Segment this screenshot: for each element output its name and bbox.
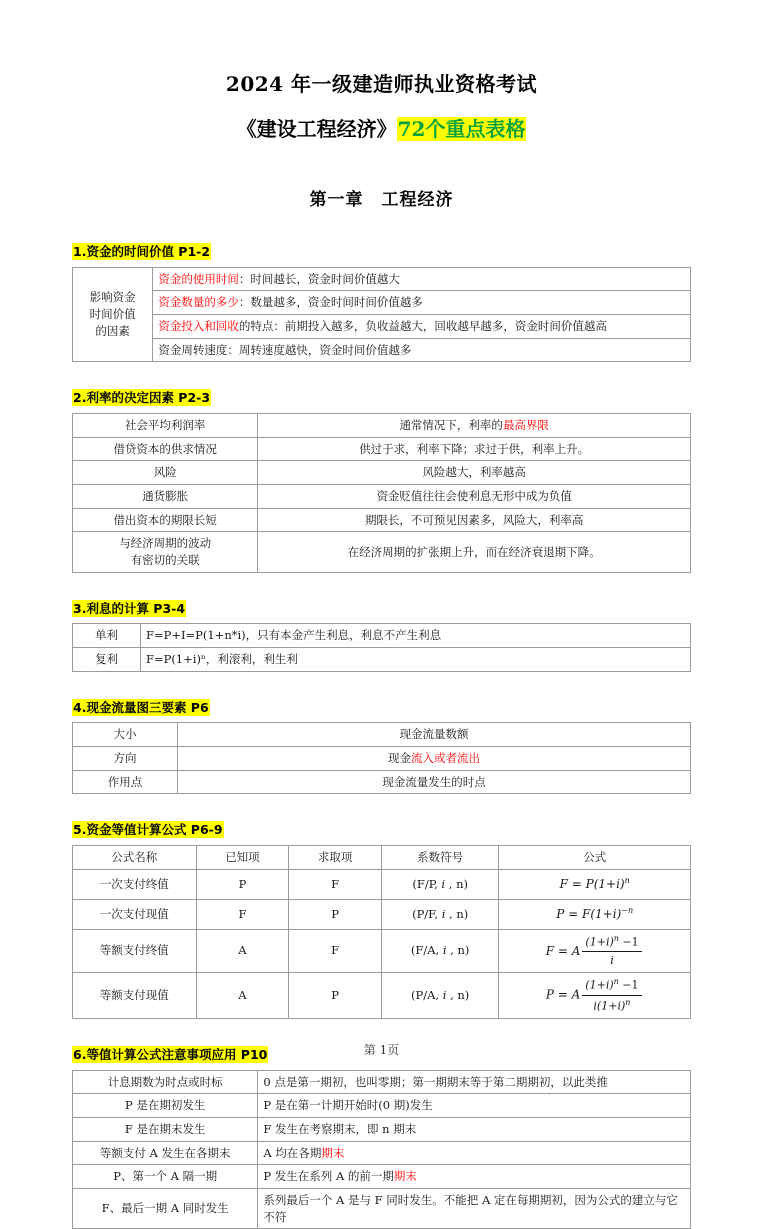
- table-cell: 一次支付终值: [73, 869, 197, 899]
- table-cell: 计息期数为时点或时标: [73, 1070, 258, 1094]
- document-title: 2024 年一级建造师执业资格考试: [225, 72, 538, 96]
- section-5: [72, 822, 691, 1019]
- table-row: [73, 746, 691, 770]
- table-row: [73, 291, 691, 315]
- section-1-label: 影响资金 时间价值 的因素: [73, 267, 153, 362]
- formula-annuity-future: F = A $\frac{(1+i)^n -1}{i}$: [546, 933, 644, 970]
- table-cell: A: [196, 973, 289, 1019]
- section-3-heading: 3.利息的计算 P3-4: [73, 600, 186, 616]
- document-subtitle-plain: 《建设工程经济》: [236, 117, 397, 141]
- document-subtitle-highlight: 72个重点表格: [397, 117, 526, 141]
- table-row: [73, 461, 691, 485]
- table-cell: 与经济周期的波动 有密切的关联: [73, 532, 258, 572]
- column-header: 已知项: [196, 845, 289, 869]
- section-5-heading: 5.资金等值计算公式 P6-9: [73, 822, 223, 838]
- table-cell: 系列最后一个 A 是与 F 同时发生。不能把 A 定在每期期初，因为公式的建立与它不符: [258, 1189, 691, 1229]
- table-row: [73, 1070, 691, 1094]
- section-6-heading: 6.等值计算公式注意事项应用 P10: [73, 1047, 268, 1063]
- table-row: [73, 624, 691, 648]
- table-cell: 现金流量数额: [178, 723, 691, 747]
- table-cell: A 均在各期期末: [258, 1141, 691, 1165]
- table-cell: F=P+I=P(1+n*i)，只有本金产生利息，利息不产生利息: [140, 624, 690, 648]
- formula-cell: [499, 899, 691, 929]
- table-cell: 风险越大，利率越高: [258, 461, 691, 485]
- table-cell: P: [289, 973, 382, 1019]
- table-cell: P、第一个 A 隔一期: [73, 1165, 258, 1189]
- formula-annuity-present: P = A $\frac{(1+i)^n -1}{i(1+i)^n}$: [546, 976, 644, 1014]
- table-cell: 资金贬值往往会使利息无形中成为负值: [258, 484, 691, 508]
- table-cell: F 发生在考察期末，即 n 期末: [258, 1118, 691, 1142]
- table-cell: P 发生在系列 A 的前一期期末: [258, 1165, 691, 1189]
- formula-simple-pow: $F = P(1+i)^n$: [559, 875, 630, 891]
- table-row: [73, 647, 691, 671]
- table-row: [73, 1165, 691, 1189]
- table-cell: 资金数量的多少：数量越多，资金时间时间价值越多: [153, 291, 691, 315]
- section-3-table: [72, 623, 691, 671]
- table-cell: 资金投入和回收的特点：前期投入越多，负收益越大，回收越早越多，资金时间价值越高: [153, 314, 691, 338]
- table-cell: 0 点是第一期初，也叫零期；第一期期末等于第二期期初，以此类推: [258, 1070, 691, 1094]
- table-cell: F: [289, 929, 382, 973]
- table-cell: 资金的使用时间：时间越长，资金时间价值越大: [153, 267, 691, 291]
- table-cell: 大小: [73, 723, 178, 747]
- table-cell: 复利: [73, 647, 141, 671]
- table-cell: P: [196, 869, 289, 899]
- table-cell: 现金流量发生的时点: [178, 770, 691, 794]
- table-row: [73, 770, 691, 794]
- table-cell: F: [289, 869, 382, 899]
- table-cell: (P/A, i , n): [381, 973, 498, 1019]
- table-row: [73, 532, 691, 572]
- table-cell: P 是在期初发生: [73, 1094, 258, 1118]
- table-row: [73, 869, 691, 899]
- section-6: [72, 1047, 691, 1229]
- section-2-table: [72, 413, 691, 573]
- table-cell: 作用点: [73, 770, 178, 794]
- table-cell: 风险: [73, 461, 258, 485]
- column-header: 求取项: [289, 845, 382, 869]
- table-row: [73, 1141, 691, 1165]
- table-cell: 社会平均利润率: [73, 413, 258, 437]
- section-4-table: [72, 722, 691, 794]
- page-footer: 第 1页: [363, 1043, 400, 1057]
- table-cell: 等额支付终值: [73, 929, 197, 973]
- table-cell: 借出资本的期限长短: [73, 508, 258, 532]
- table-cell: P: [289, 899, 382, 929]
- section-1-heading: 1.资金的时间价值 P1-2: [73, 244, 211, 259]
- table-row: [73, 929, 691, 973]
- section-3: [72, 601, 691, 672]
- table-cell: 等额支付 A 发生在各期末: [73, 1141, 258, 1165]
- table-row: [73, 267, 691, 291]
- table-cell: P 是在第一计期开始时(0 期)发生: [258, 1094, 691, 1118]
- table-cell: 资金周转速度：周转速度越快，资金时间价值越多: [153, 338, 691, 362]
- section-1: [72, 244, 691, 362]
- formula-cell: [499, 929, 691, 973]
- table-cell: 在经济周期的扩张期上升，而在经济衰退期下降。: [258, 532, 691, 572]
- table-row: [73, 723, 691, 747]
- table-row: [73, 484, 691, 508]
- table-cell: (F/A, i , n): [381, 929, 498, 973]
- table-row: [73, 1118, 691, 1142]
- table-cell: 借贷资本的供求情况: [73, 437, 258, 461]
- table-cell: 通货膨胀: [73, 484, 258, 508]
- column-header: 公式名称: [73, 845, 197, 869]
- chapter-title: 第一章 工程经济: [309, 190, 454, 210]
- section-6-table: [72, 1070, 691, 1229]
- table-cell: 一次支付现值: [73, 899, 197, 929]
- table-row: [73, 508, 691, 532]
- section-2: [72, 390, 691, 572]
- table-cell: F=P(1+i)ⁿ，利滚利，利生利: [140, 647, 690, 671]
- table-row: [73, 413, 691, 437]
- section-5-table: [72, 845, 691, 1019]
- formula-simple-negpow: $P = F(1+i)^{-n}$: [556, 905, 634, 921]
- table-cell: 方向: [73, 746, 178, 770]
- table-row: [73, 899, 691, 929]
- table-cell: 现金流入或者流出: [178, 746, 691, 770]
- table-cell: (P/F, i , n): [381, 899, 498, 929]
- table-row: [73, 338, 691, 362]
- table-cell: F: [196, 899, 289, 929]
- table-cell: 期限长，不可预见因素多，风险大，利率高: [258, 508, 691, 532]
- table-row: [73, 437, 691, 461]
- section-1-table: [72, 267, 691, 363]
- formula-cell: [499, 869, 691, 899]
- section-2-heading: 2.利率的决定因素 P2-3: [73, 390, 211, 406]
- table-row: [73, 973, 691, 1019]
- table-cell: 供过于求，利率下降；求过于供，利率上升。: [258, 437, 691, 461]
- table-cell: F、最后一期 A 同时发生: [73, 1189, 258, 1229]
- table-row: [73, 314, 691, 338]
- table-row: [73, 1189, 691, 1229]
- column-header: 公式: [499, 845, 691, 869]
- table-cell: F 是在期末发生: [73, 1118, 258, 1142]
- formula-cell: [499, 973, 691, 1019]
- section-4-heading: 4.现金流量图三要素 P6: [73, 699, 209, 715]
- table-cell: 等额支付现值: [73, 973, 197, 1019]
- table-header-row: [73, 845, 691, 869]
- column-header: 系数符号: [381, 845, 498, 869]
- table-row: [73, 1094, 691, 1118]
- table-cell: (F/P, i , n): [381, 869, 498, 899]
- section-4: [72, 700, 691, 795]
- table-cell: A: [196, 929, 289, 973]
- table-cell: 通常情况下，利率的最高界限: [258, 413, 691, 437]
- table-cell: 单利: [73, 624, 141, 648]
- document-subtitle: [72, 113, 691, 142]
